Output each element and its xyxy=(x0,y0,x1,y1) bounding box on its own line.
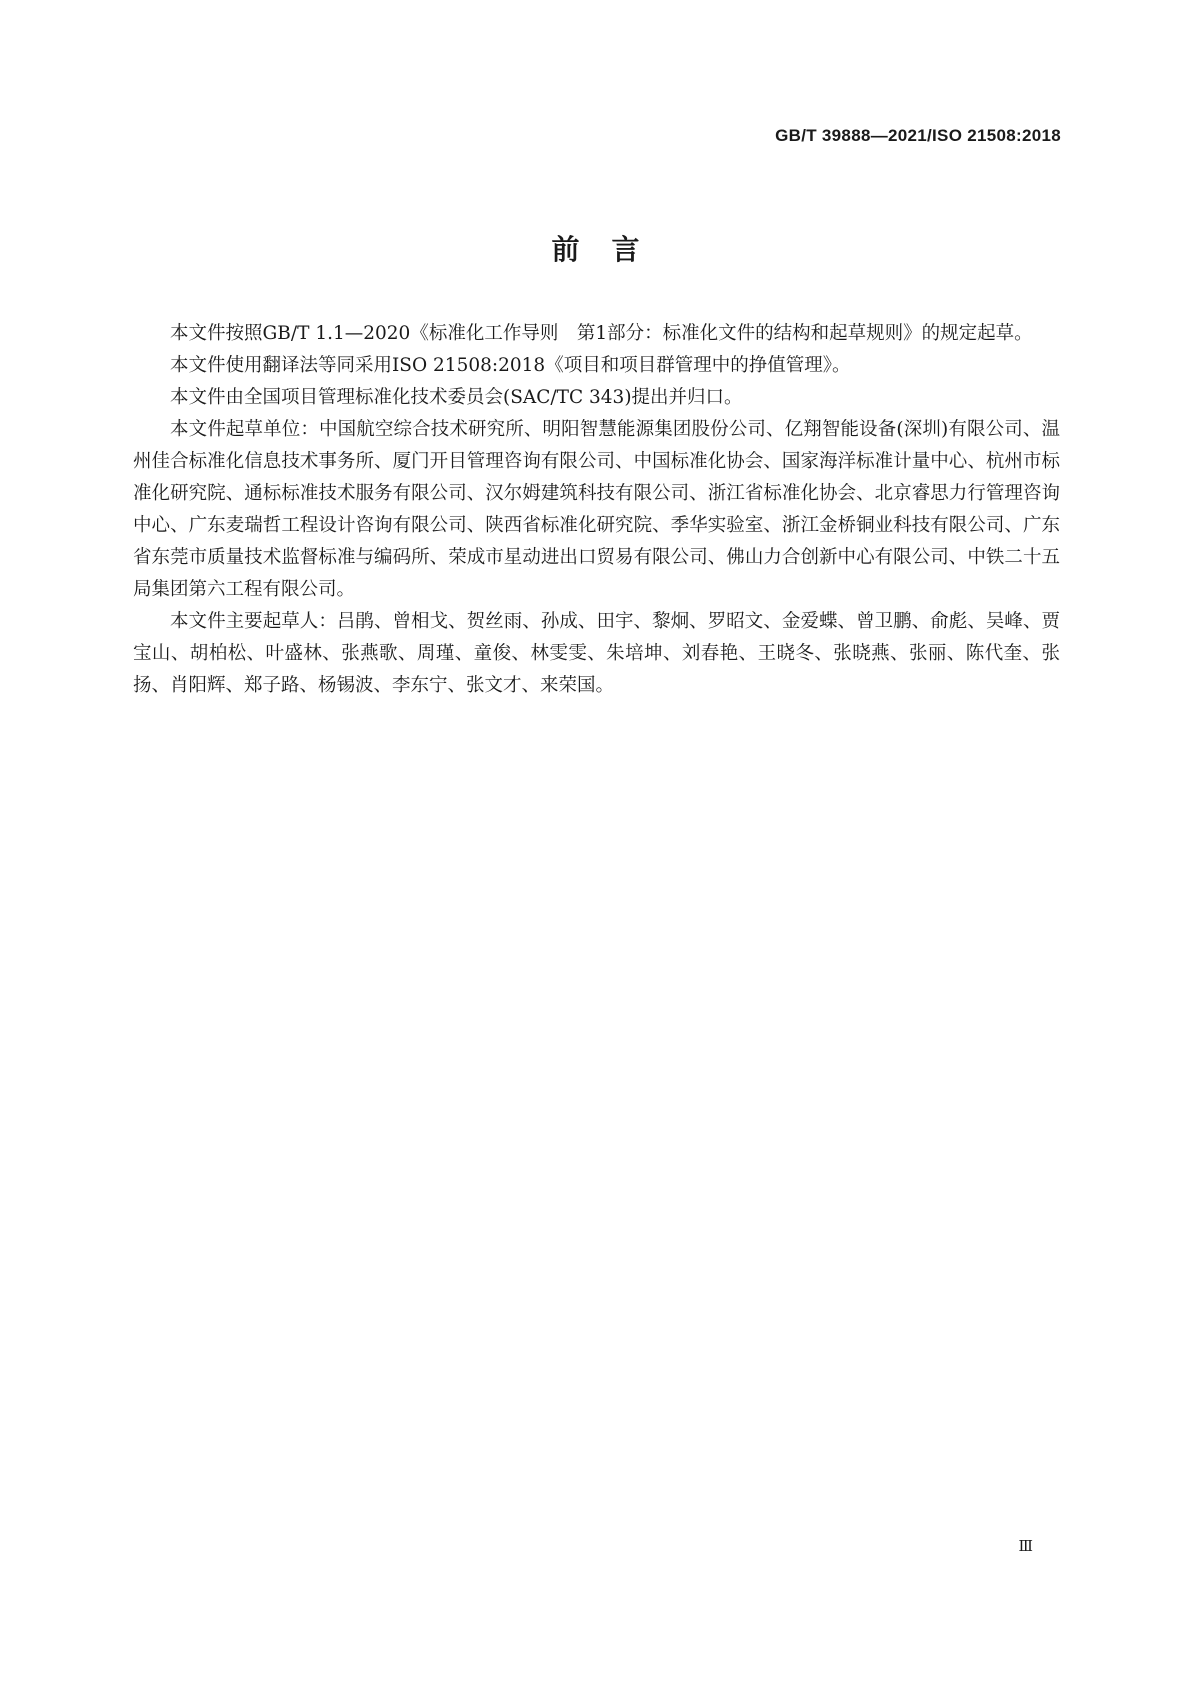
foreword-body xyxy=(133,318,1060,702)
paragraph-adoption: 本文件使用翻译法等同采用ISO 21508:2018《项目和项目群管理中的挣值管理》。 xyxy=(170,355,851,376)
paragraph-drafting-units: 本文件起草单位：中国航空综合技术研究所、明阳智慧能源集团股份公司、亿翔智能设备(深圳)有限公司、温州佳合标准化信息技术事务所、厦门开目管理咨询有限公司、中国标准化协会、国家海洋标准计量中心、杭州市标准化研究院、通标标准技术服务有限公司、汉尔姆建筑科技有限公司、浙江省标准化协会、北京睿思力行管理咨询中心、广东麦瑞哲工程设计咨询有限公司、陕西省标准化研究院、季华实验室、浙江金桥铜业科技有限公司、广东省东莞市质量技术监督标准与编码所、荣成市星动进出口贸易有限公司、佛山力合创新中心有限公司、中铁二十五局集团第六工程有限公司。 xyxy=(133,419,1060,600)
page-number: Ⅲ xyxy=(1018,1537,1033,1555)
paragraph-proposer: 本文件由全国项目管理标准化技术委员会(SAC/TC 343)提出并归口。 xyxy=(170,387,743,408)
paragraph-drafters: 本文件主要起草人：吕鹃、曾相戈、贺丝雨、孙成、田宇、黎炯、罗昭文、金爱蝶、曾卫鹏、俞彪、吴峰、贾宝山、胡柏松、叶盛林、张燕歌、周瑾、童俊、林雯雯、朱培坤、刘春艳、王晓冬、张晓燕、张丽、陈代奎、张扬、肖阳辉、郑子路、杨锡波、李东宁、张文才、来荣国。 xyxy=(133,611,1060,696)
page-title: 前言 xyxy=(551,233,672,266)
standard-number: GB/T 39888—2021/ISO 21508:2018 xyxy=(775,126,1061,145)
paragraph-drafting-rules: 本文件按照GB/T 1.1—2020《标准化工作导则 第1部分：标准化文件的结构和起草规则》的规定起草。 xyxy=(170,323,1033,344)
